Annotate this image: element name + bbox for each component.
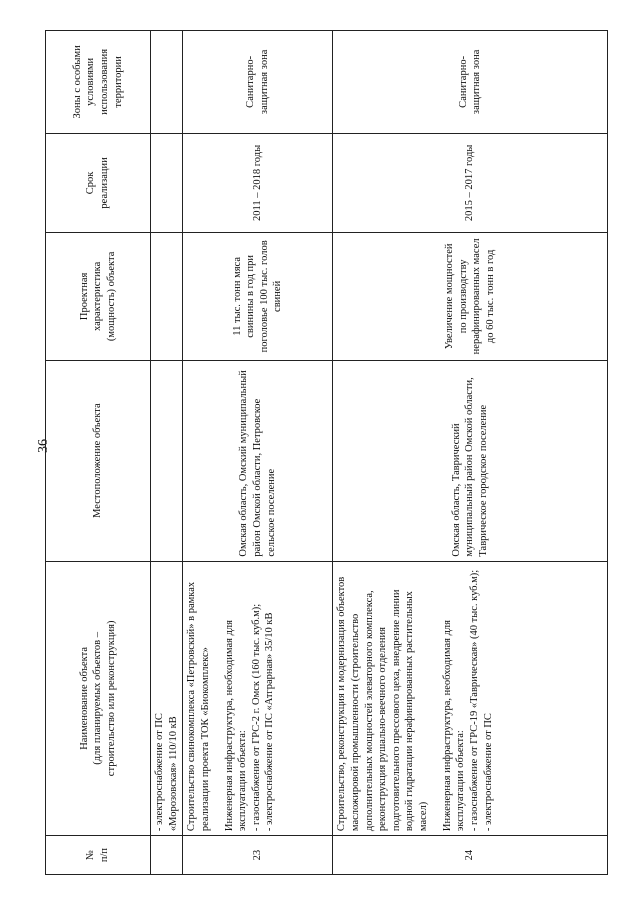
table-header-row [46, 31, 151, 875]
row23-capacity: 11 тыс. тонн мяса свинины в год при поголовье 100 тыс. голов свиней [183, 233, 333, 361]
objects-table [45, 30, 608, 875]
row23-term: 2011 – 2018 годы [183, 133, 333, 232]
row24-term: 2015 – 2017 годы [333, 133, 608, 232]
row23-name: Строительство свинокомплекса «Петровский» в рамках реализации проекта ТОК «Биокомплекс» Инженерная инфраструктура, необходимая для эксплуатации объекта: - газоснабжение от ГРС-2 г. Омск (160 тыс. куб.м); - электроснабжение от ПС «Атграрная» 35/10 кВ [183, 561, 333, 835]
row0-name: - электроснабжение от ПС «Морозовская» 110/10 кВ [151, 561, 183, 835]
header-number: № п/п [46, 836, 151, 875]
row23-zone: Санитарно-защитная зона [183, 31, 333, 134]
header-capacity: Проектная характеристика (мощность) объекта [46, 233, 151, 361]
row24-location: Омская область, Таврический муниципальный район Омской области, Таврическое городское поселение [333, 360, 608, 561]
table-row [183, 31, 333, 875]
header-term: Срок реализации [46, 133, 151, 232]
row24-number: 24 [333, 836, 608, 875]
rotated-table-wrapper [45, 30, 605, 875]
row24-capacity: Увеличение мощностей по производству нерафинированных масел до 60 тыс. тонн в год [333, 233, 608, 361]
page-number: 36 [36, 439, 51, 453]
row24-zone: Санитарно-защитная зона [333, 31, 608, 134]
header-name: Наименование объекта (для планируемых объектов – строительство или реконструкция) [46, 561, 151, 835]
row23-number: 23 [183, 836, 333, 875]
header-location: Местоположение объекта [46, 360, 151, 561]
row24-name: Строительство, реконструкция и модернизация объектов масложировой промышленности (строительство дополнительных мощностей элеваторного комплекса, реконструкция рушально-веечного отделения подготовительного прессового цеха, внедрение линии водной гидратации нерафинированных растительных масел) Инженерная инфраструктура, необходимая для эксплуатации объекта: - газоснабжение от ГРС-19 «Таврическая» (40 тыс. куб.м); - электроснабжение от ПС [333, 561, 608, 835]
table-row [333, 31, 608, 875]
header-zone: Зоны с особыми условиями использования территории [46, 31, 151, 134]
table-row [151, 31, 183, 875]
row23-location: Омская область, Омский муниципальный район Омской области, Петровское сельское поселение [183, 360, 333, 561]
